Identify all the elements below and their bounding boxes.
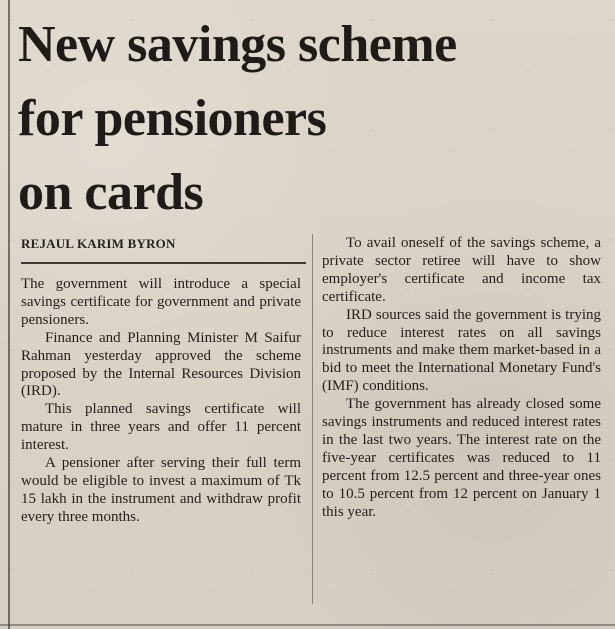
byline-rule [21,262,306,264]
right-paragraph-2: IRD sources said the government is trying to reduce interest rates on all savings instruments and make them market-based in a bid to meet the International Monetary Fund's (IMF) conditions. [322,306,601,395]
column-divider [312,234,313,604]
left-border-line [8,0,10,629]
headline-line-3: on cards [18,164,204,221]
left-column [21,276,301,527]
right-paragraph-1: To avail oneself of the savings scheme, a private sector retiree will have to show employer's certificate and income tax certificate. [322,235,601,305]
left-paragraph-4: A pensioner after serving their full term would be eligible to invest a maximum of Tk 15 lakh in the instrument and withdraw profit every three months. [21,455,301,525]
left-paragraph-1: The government will introduce a special savings certificate for government and private pensioners. [21,276,301,328]
left-paragraph-3: This planned savings certificate will mature in three years and offer 11 percent interest. [21,401,301,454]
byline: REJAUL KARIM BYRON [21,236,176,251]
left-paragraph-2: Finance and Planning Minister M Saifur Rahman yesterday approved the scheme proposed by the Internal Resources Division (IRD). [21,329,301,400]
right-paragraph-3: The government has already closed some savings instruments and reduced interest rates in the last two years. The interest rate on the five-year certificates was reduced to 11 percent from 12.5 percent and three-year ones to 10.5 percent from 12 percent on January 1 this year. [322,396,601,520]
headline-line-2: for pensioners [18,90,327,147]
headline [18,8,603,230]
headline-line-1: New savings scheme [18,16,457,73]
right-column [322,235,601,522]
bottom-border-line [0,624,615,626]
